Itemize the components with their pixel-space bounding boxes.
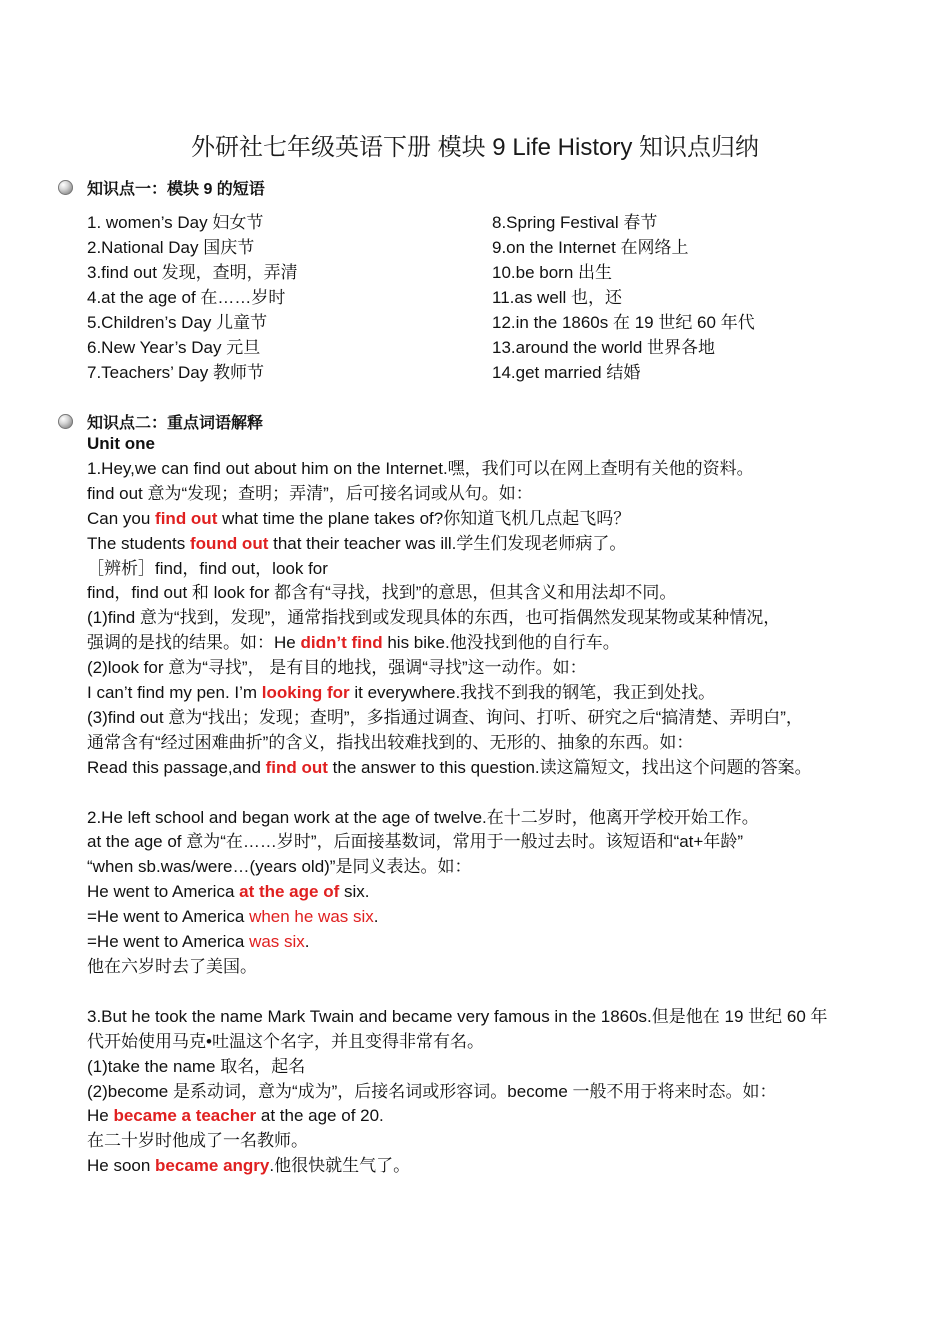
text-run: ［辨析］find，find out，look for — [87, 558, 328, 578]
text-line — [87, 532, 887, 557]
text-line — [87, 706, 887, 731]
unit-heading: Unit one — [87, 434, 155, 453]
text-run: . — [304, 932, 310, 952]
text-run: (1)take the name 取名，起名 — [87, 1056, 306, 1076]
text-run: He — [87, 1106, 114, 1126]
text-run: the answer to this question.读这篇短文，找出这个问题的答案。 — [327, 757, 812, 777]
text-run: “when sb.was/were…(years old)”是同义表达。如： — [87, 857, 472, 877]
blank-line — [87, 980, 887, 1005]
text-run: it everywhere.我找不到我的钢笔，我正到处找。 — [349, 683, 716, 703]
text-run: at the age of 20. — [256, 1106, 384, 1126]
phrase-list-right — [492, 210, 755, 385]
phrase-item: 7.Teachers’ Day 教师节 — [87, 363, 264, 382]
bullet-icon — [58, 414, 73, 429]
text-run: (1)find 意为“找到，发现”，通常指找到或发现具体的东西，也可指偶然发现某物或某种情况， — [87, 608, 781, 628]
text-run: .他很快就生气了。 — [269, 1156, 411, 1176]
section-two-header — [58, 409, 263, 433]
highlighted-phrase: found out — [190, 533, 269, 553]
phrase-item: 13.around the world 世界各地 — [492, 338, 715, 357]
text-line — [87, 1104, 887, 1129]
highlighted-phrase: at the age of — [239, 882, 340, 902]
text-line — [87, 1055, 887, 1080]
phrase-item: 4.at the age of 在……岁时 — [87, 288, 286, 307]
text-run: He went to America — [87, 882, 240, 902]
text-run: Read this passage,and — [87, 757, 266, 777]
phrase-item: 1. women’s Day 妇女节 — [87, 213, 264, 232]
phrase-item: 5.Children’s Day 儿童节 — [87, 313, 268, 332]
blank-line — [87, 781, 887, 806]
text-line — [87, 731, 887, 756]
section-one-title: 知识点一：模块 9 的短语 — [87, 180, 265, 198]
phrase-item: 11.as well 也，还 — [492, 288, 623, 307]
explanation-body — [87, 432, 887, 1179]
text-run: He soon — [87, 1156, 156, 1176]
text-run: 2.He left school and began work at the age of twelve.在十二岁时，他离开学校开始工作。 — [87, 807, 759, 827]
section-two-title: 知识点二：重点词语解释 — [87, 414, 264, 432]
phrase-item: 9.on the Internet 在网络上 — [492, 238, 689, 257]
text-line — [87, 1129, 887, 1154]
text-line — [87, 880, 887, 905]
text-run: what time the plane takes of?你知道飞机几点起飞吗？ — [217, 508, 631, 528]
document-title: 外研社七年级英语下册 模块 9 Life History 知识点归纳 — [190, 134, 760, 161]
text-line — [87, 756, 887, 781]
text-run: (2)become 是系动词，意为“成为”，后接名词或形容词。become 一般不用于将来时态。如： — [87, 1081, 777, 1101]
phrase-item: 6.New Year’s Day 元旦 — [87, 338, 261, 357]
phrase-item: 2.National Day 国庆节 — [87, 238, 255, 257]
text-run: . — [373, 907, 379, 927]
highlighted-phrase: didn’t find — [300, 633, 383, 653]
text-run: (2)look for 意为“寻找”， 是有目的地找，强调“寻找”这一动作。如： — [87, 658, 587, 678]
text-run: =He went to America — [87, 932, 250, 952]
text-line — [87, 606, 887, 631]
text-line — [87, 681, 887, 706]
text-line — [87, 656, 887, 681]
highlighted-phrase: find out — [265, 757, 328, 777]
text-run: 1.Hey,we can find out about him on the Internet.嘿，我们可以在网上查明有关他的资料。 — [87, 458, 754, 478]
phrase-item: 3.find out 发现，查明，弄清 — [87, 263, 298, 282]
text-line — [87, 581, 887, 606]
text-run: The students — [87, 533, 191, 553]
text-run: 3.But he took the name Mark Twain and became very famous in the 1860s.但是他在 19 世纪 60 年 — [87, 1006, 828, 1026]
bullet-icon — [58, 180, 73, 195]
text-line — [87, 1080, 887, 1105]
text-line — [87, 1030, 887, 1055]
text-run: find out 意为“发现；查明；弄清”，后可接名词或从句。如： — [87, 483, 533, 503]
text-run: 他在六岁时去了美国。 — [87, 957, 257, 977]
text-line — [87, 1154, 887, 1179]
text-line — [87, 955, 887, 980]
phrase-list-left — [87, 210, 298, 385]
phrase-item: 8.Spring Festival 春节 — [492, 213, 658, 232]
text-line — [87, 631, 887, 656]
highlighted-phrase: became angry — [155, 1156, 270, 1176]
text-line — [87, 1005, 887, 1030]
text-run: find，find out 和 look for 都含有“寻找，找到”的意思，但其含义和用法却不同。 — [87, 583, 677, 603]
highlighted-phrase: when he was six — [249, 907, 374, 927]
text-run: I can’t find my pen. I’m — [87, 683, 262, 703]
text-line — [87, 855, 887, 880]
text-run: =He went to America — [87, 907, 250, 927]
text-line — [87, 905, 887, 930]
text-line — [87, 457, 887, 482]
text-run: that their teacher was ill.学生们发现老师病了。 — [268, 533, 627, 553]
text-run: six. — [339, 882, 370, 902]
text-line — [87, 507, 887, 532]
text-run: at the age of 意为“在……岁时”，后面接基数词，常用于一般过去时。该短语和“at+年龄” — [87, 832, 743, 852]
section-one-header — [58, 175, 265, 199]
text-run: his bike.他没找到他的自行车。 — [382, 633, 620, 653]
highlighted-phrase: looking for — [261, 683, 350, 703]
text-line — [87, 557, 887, 582]
text-line — [87, 830, 887, 855]
phrase-item: 14.get married 结婚 — [492, 363, 641, 382]
highlighted-phrase: became a teacher — [113, 1106, 257, 1126]
text-line — [87, 806, 887, 831]
text-run: 通常含有“经过困难曲折”的含义，指找出较难找到的、无形的、抽象的东西。如： — [87, 732, 694, 752]
text-run: 代开始使用马克•吐温这个名字，并且变得非常有名。 — [87, 1031, 484, 1051]
phrase-item: 10.be born 出生 — [492, 263, 613, 282]
highlighted-phrase: was six — [249, 932, 305, 952]
text-line — [87, 930, 887, 955]
text-run: (3)find out 意为“找出；发现；查明”，多指通过调查、询问、打听、研究之后“搞清楚、弄明白”， — [87, 707, 803, 727]
phrase-item: 12.in the 1860s 在 19 世纪 60 年代 — [492, 313, 755, 332]
text-run: 在二十岁时他成了一名教师。 — [87, 1131, 308, 1151]
text-line — [87, 482, 887, 507]
text-run: Can you — [87, 508, 156, 528]
highlighted-phrase: find out — [155, 508, 218, 528]
text-run: 强调的是找的结果。如：He — [87, 633, 301, 653]
